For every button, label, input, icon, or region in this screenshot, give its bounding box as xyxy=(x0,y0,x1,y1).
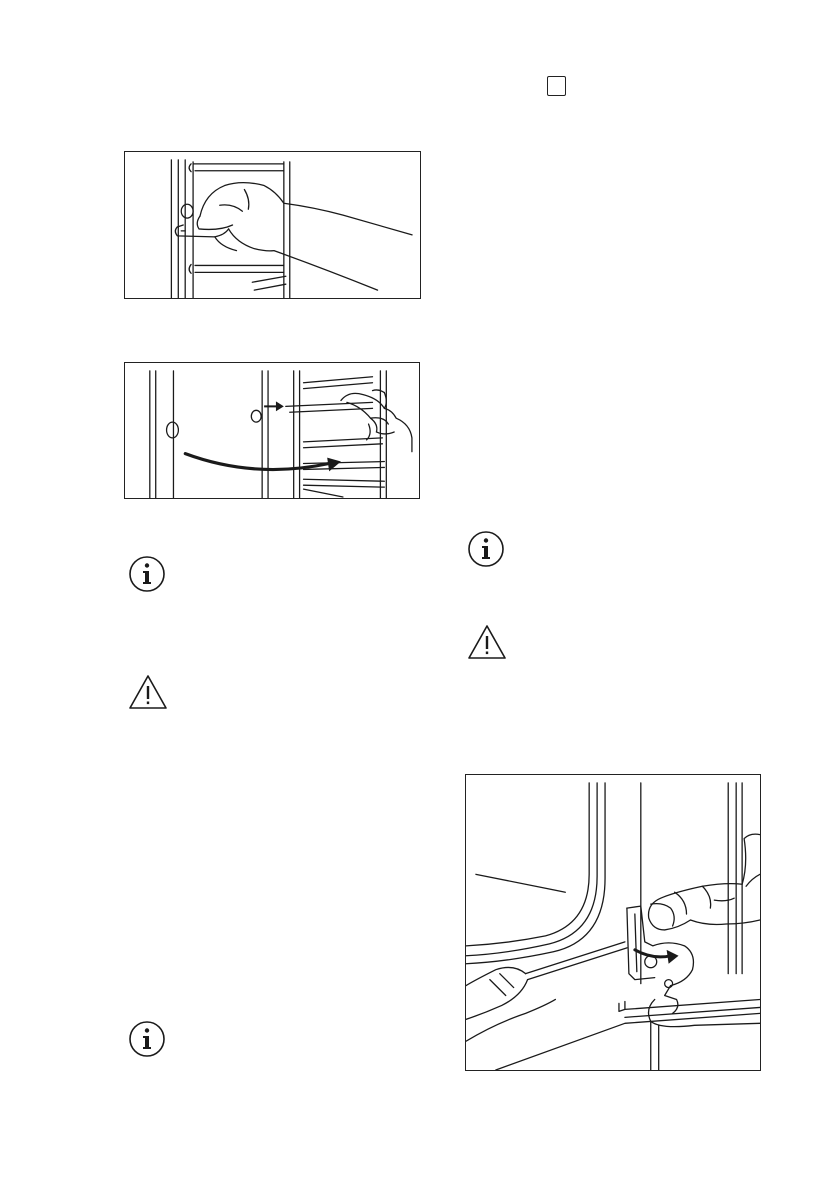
checkbox-icon xyxy=(547,76,566,96)
figure-screwdriver-hinge xyxy=(465,774,761,1071)
curved-arrow xyxy=(185,454,329,470)
info-icon xyxy=(127,554,167,594)
info-icon xyxy=(466,529,506,569)
info-icon xyxy=(127,1019,167,1059)
figure-hand-pulling-support xyxy=(124,151,421,299)
warning-triangle-icon xyxy=(466,623,508,661)
figure-3-illustration xyxy=(466,775,760,1070)
figure-1-illustration xyxy=(125,152,420,298)
figure-2-illustration xyxy=(125,363,419,498)
arrow-small-right xyxy=(264,401,284,411)
warning-triangle-icon xyxy=(127,673,169,711)
figure-support-rotation xyxy=(124,362,420,499)
